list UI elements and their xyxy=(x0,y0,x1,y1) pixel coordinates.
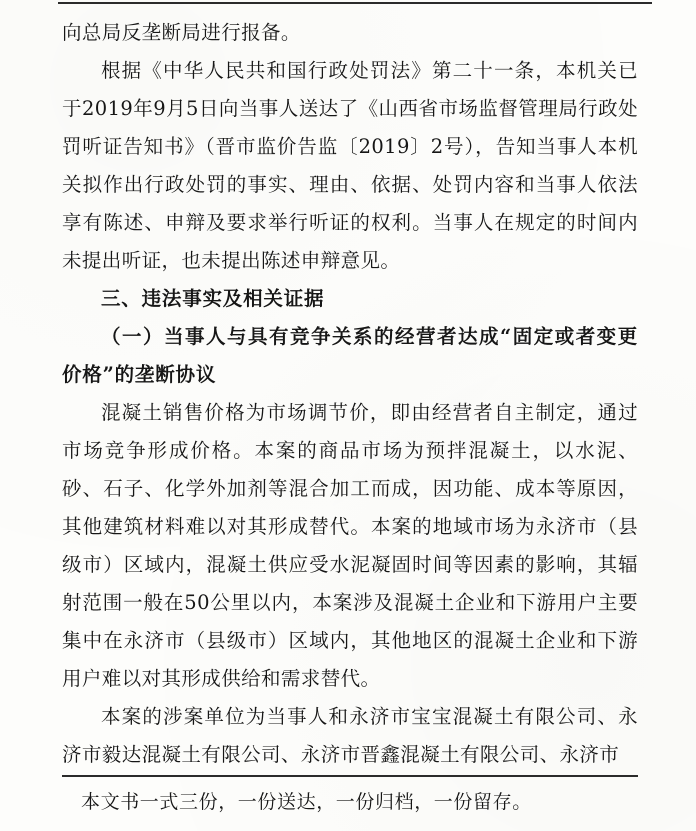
paragraph-report-bureau: 向总局反垄断局进行报备。 xyxy=(62,21,301,44)
paragraph-concrete-market: 混凝土销售价格为市场调节价，即由经营者自主制定，通过市场竞争形成价格。本案的商品市场为预拌混凝土，以水泥、砂、石子、化学外加剂等混合加工而成，因功能、成本等原因，其他建筑材料难以对其形成替代。本案的地域市场为永济市（县级市）区域内，混凝土供应受水泥凝固时间等因素的影响，其辐射范围一般在50公里以内，本案涉及混凝土企业和下游用户主要集中在永济市（县级市）区域内，其他地区的混凝土企业和下游用户难以对其形成供给和需求替代。 xyxy=(62,401,638,690)
page-top-rule xyxy=(58,2,652,4)
footer-note: 本文书一式三份，一份送达，一份归档，一份留存。 xyxy=(81,791,532,813)
paragraph-involved-units: 本案的涉案单位为当事人和永济市宝宝混凝土有限公司、永济市毅达混凝土有限公司、永济市晋鑫混凝土有限公司、永济市 xyxy=(62,705,638,766)
document-body xyxy=(62,0,638,774)
page-footer xyxy=(62,775,638,817)
paragraph-administrative-penalty-law: 根据《中华人民共和国行政处罚法》第二十一条，本机关已于2019年9月5日向当事人送达了《山西省市场监督管理局行政处罚听证告知书》（晋市监价告监〔2019〕2号），告知当事人本机关拟作出行政处罚的事实、理由、依据、处罚内容和当事人依法享有陈述、申辩及要求举行听证的权利。当事人在规定的时间内未提出听证，也未提出陈述申辩意见。 xyxy=(62,59,638,272)
heading-section-three: 三、违法事实及相关证据 xyxy=(101,287,325,310)
footer-rule xyxy=(62,775,638,777)
heading-subsection-one: （一）当事人与具有竞争关系的经营者达成“固定或者变更价格”的垄断协议 xyxy=(62,325,638,386)
